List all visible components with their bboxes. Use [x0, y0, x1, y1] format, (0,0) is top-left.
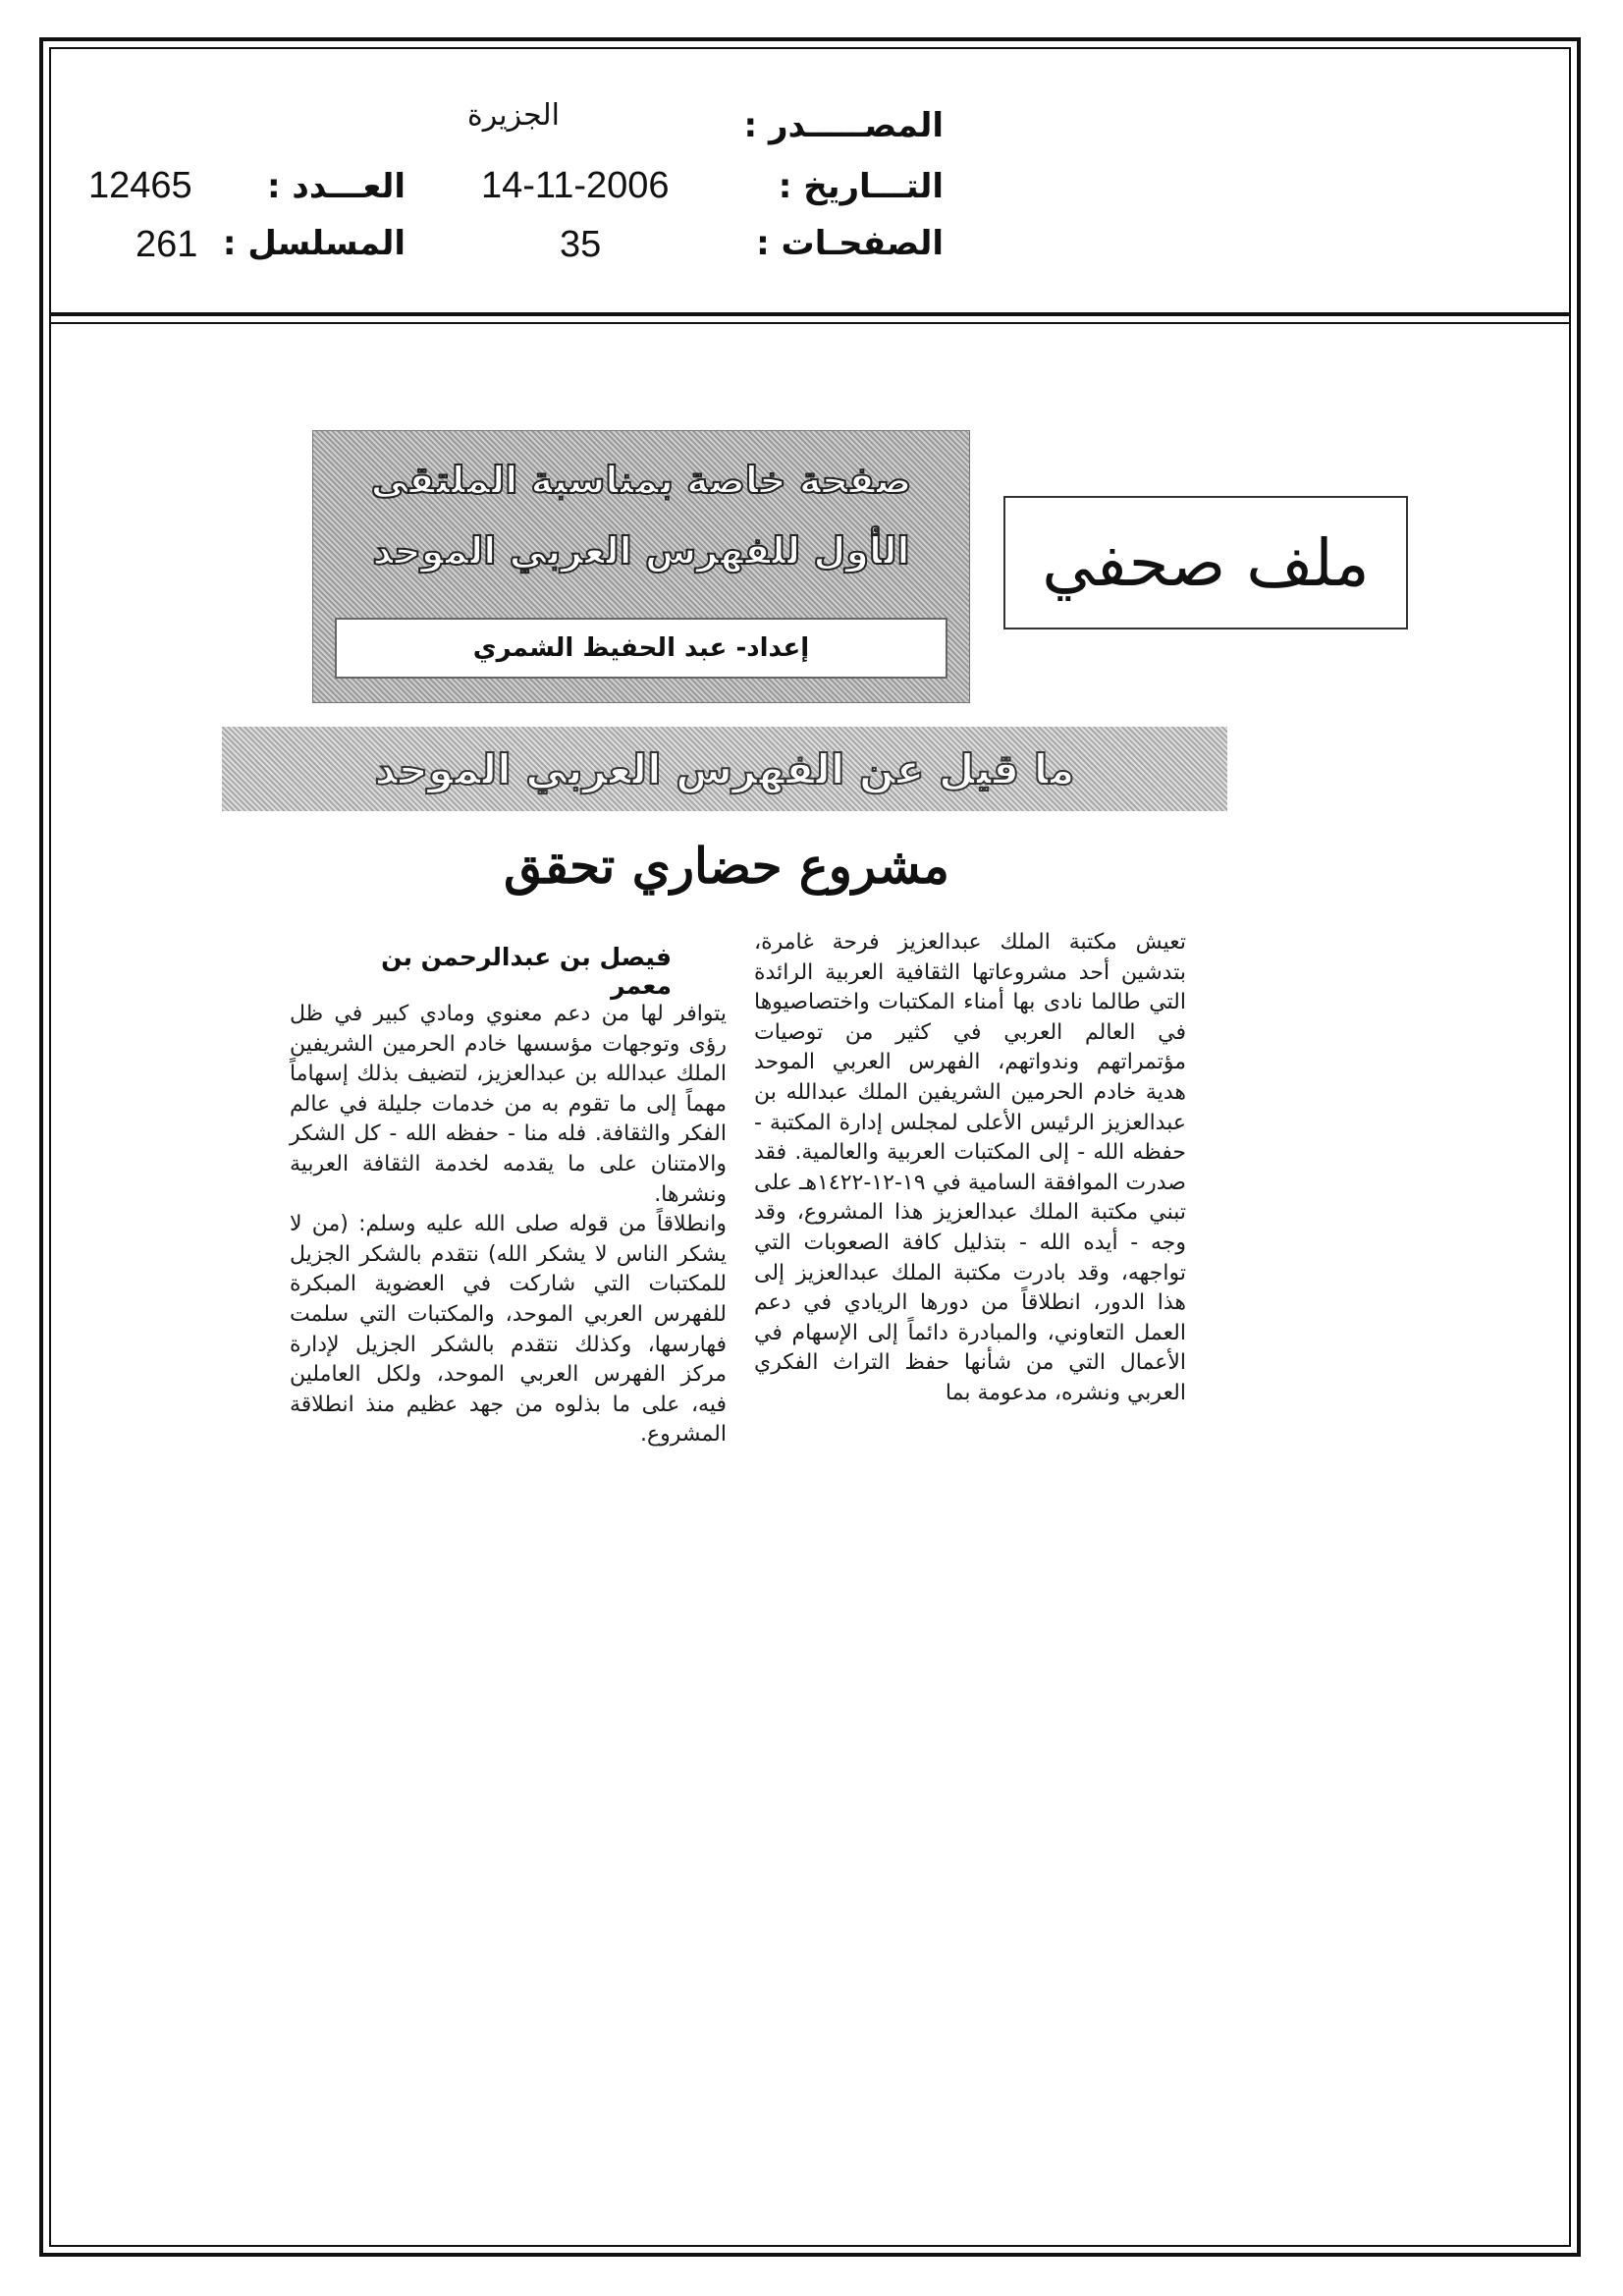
source-value: الجزيرة	[466, 98, 560, 133]
ribbon-text: ما قيل عن الفهرس العربي الموحد	[374, 744, 1075, 793]
serial-label: المسلسل :	[222, 224, 406, 263]
date-value: 14-11-2006	[481, 165, 670, 206]
banner-author: إعداد- عبد الحفيظ الشمري	[335, 618, 947, 679]
article-byline: فيصل بن عبدالرحمن بن معمر	[381, 943, 672, 1000]
article-paragraph: يتوافر لها من دعم معنوي ومادي كبير في ظل رؤى وتوجهات مؤسسها خادم الحرمين الشريفين الملك عبدالله بن عبدالعزيز، لتضيف بذلك إسهاماً مهماً إلى ما تقوم به من خدمات جليلة في عالم الفكر والثقافة. فله منا - حفظه الله - كل الشكر والامتنان على ما يقدمه لخدمة الثقافة العربية ونشرها.	[290, 1002, 727, 1207]
header-divider-thin	[49, 322, 1571, 324]
source-label: المصـــــدر :	[743, 106, 944, 145]
issue-value: 12465	[88, 165, 192, 206]
serial-value: 261	[135, 224, 198, 265]
press-file-label: ملف صحفي	[1003, 496, 1408, 629]
banner-line-1: صفحة خاصة بمناسبة الملتقى	[370, 459, 912, 502]
special-page-banner	[312, 430, 970, 703]
issue-label: العـــدد :	[267, 167, 406, 206]
article-column-right	[754, 928, 1186, 1409]
banner-line-2: الأول للفهرس العربي الموحد	[372, 529, 910, 573]
pages-value: 35	[560, 224, 602, 265]
article-paragraph: وانطلاقاً من قوله صلى الله عليه وسلم: (من لا يشكر الناس لا يشكر الله) نتقدم بالشكر الجزيل للمكتبات التي شاركت في العضوية المبكرة للفهرس العربي الموحد، والمكتبات التي سلمت فهارسها، وكذلك نتقدم بالشكر الجزيل لإدارة مركز الفهرس العربي الموحد، ولكل العاملين فيه، على ما بذلوه من جهد عظيم منذ انطلاقة المشروع.	[290, 1212, 727, 1448]
pages-label: الصفحـات :	[756, 224, 944, 263]
header-divider	[49, 312, 1571, 316]
section-ribbon	[222, 727, 1227, 811]
article-paragraph: تعيش مكتبة الملك عبدالعزيز فرحة غامرة، بتدشين أحد مشروعاتها الثقافية العربية الرائدة التي طالما نادى بها أمناء المكتبات واختصاصيوها في العالم العربي في كثير من توصيات مؤتمراتهم وندواتهم، الفهرس العربي الموحد هدية خادم الحرمين الشريفين الملك عبدالله بن عبدالعزيز الرئيس الأعلى لمجلس إدارة المكتبة - حفظه الله - إلى المكتبات العربية والعالمية. فقد صدرت الموافقة السامية في ١٩-١٢-١٤٢٢هـ على تبني مكتبة الملك عبدالعزيز هذا المشروع، وقد وجه - أيده الله - بتذليل كافة الصعوبات التي تواجهه، وقد بادرت مكتبة الملك عبدالعزيز إلى هذا الدور، انطلاقاً من دورها الريادي في دعم العمل التعاوني، والمبادرة دائماً إلى الإسهام في الأعمال التي من شأنها حفظ التراث الفكري العربي ونشره، مدعومة بما	[754, 930, 1186, 1405]
article-column-left	[290, 1000, 727, 1450]
date-label: التـــاريخ :	[778, 167, 944, 206]
article-headline: مشروع حضاري تحقق	[504, 837, 949, 895]
